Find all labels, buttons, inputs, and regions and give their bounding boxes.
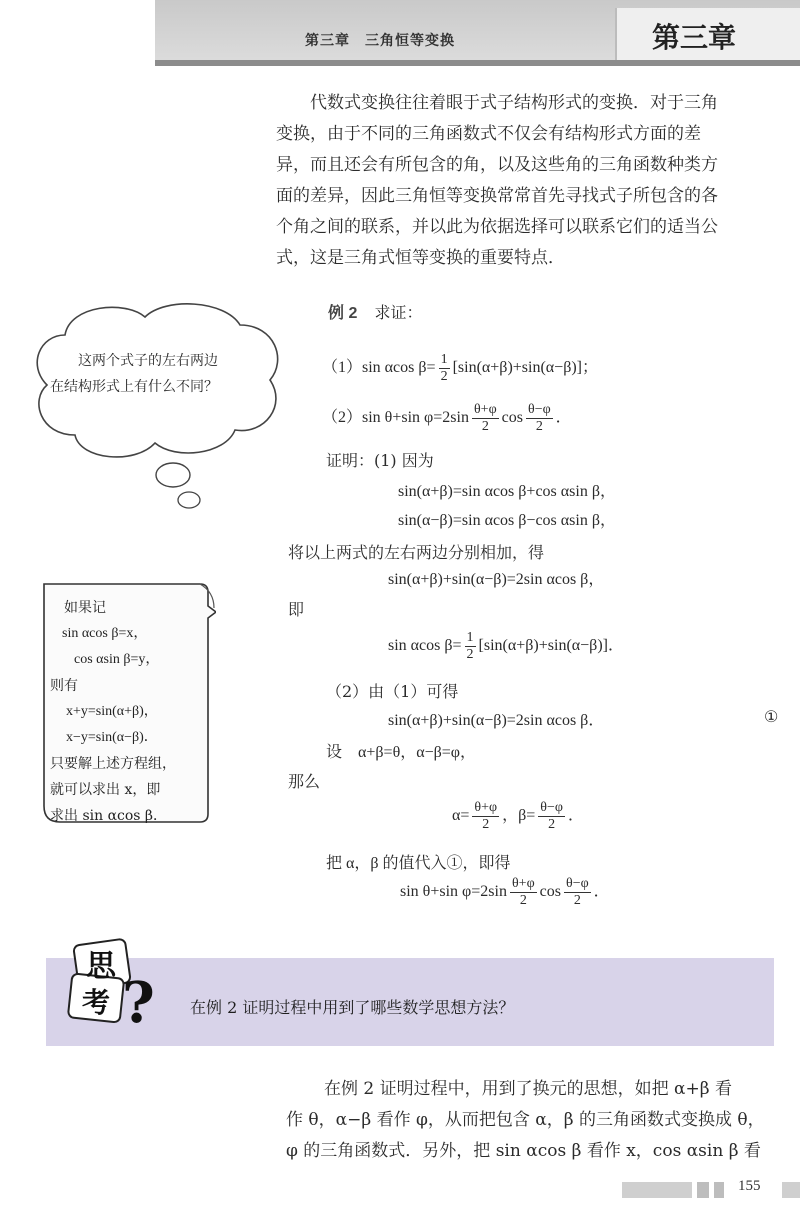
cos-word: cos xyxy=(539,883,561,901)
beta-eq: ，β= xyxy=(502,807,536,825)
fraction-denominator: 2 xyxy=(440,369,448,384)
answer-paragraph xyxy=(286,1074,776,1167)
half-fraction xyxy=(439,352,450,385)
proof-eq2: sin(α−β)=sin αcos β−cos αsin β， xyxy=(398,512,616,529)
fraction-denominator: 2 xyxy=(548,817,556,832)
thought-cloud-shape xyxy=(25,295,295,535)
proof-name-text: 那么 xyxy=(288,772,321,791)
intro-line: 代数式变换往往着眼于式子结构形式的变换．对于三角 xyxy=(310,93,718,113)
note-line: 只要解上述方程组， xyxy=(50,756,176,772)
fraction-denominator: 2 xyxy=(482,817,490,832)
fraction-denominator: 2 xyxy=(535,419,543,434)
answer-line: φ 的三角函数式．另外，把 sin αcos β 看作 x，cos αsin β 看 xyxy=(286,1141,761,1161)
intro-line: 变换，由于不同的三角函数式不仅会有结构形式方面的差 xyxy=(276,124,701,144)
proof-add-text: 将以上两式的左右两边分别相加，得 xyxy=(288,543,545,562)
proof-part2-intro: （2）由（1）可得 xyxy=(326,682,459,701)
proof-final-eq xyxy=(400,876,610,909)
intro-line: 异，而且还会有所包含的角，以及这些角的三角函数种类方 xyxy=(276,155,718,175)
eq4-rhs: [sin(α+β)+sin(α−β)]． xyxy=(478,637,624,655)
alpha-eq: α= xyxy=(452,807,470,825)
note-line: 则有 xyxy=(50,678,78,694)
equation-number-1: ① xyxy=(764,707,779,726)
chapter-subtitle: 第三章 三角恒等变换 xyxy=(305,32,455,48)
note-line: x−y=sin(α−β)． xyxy=(66,730,158,745)
fraction-denominator: 2 xyxy=(573,893,581,908)
answer-line: 作 θ，α−β 看作 φ，从而把包含 α，β 的三角函数式变换成 θ， xyxy=(286,1110,765,1130)
intro-line: 式，这是三角式恒等变换的重要特点． xyxy=(276,248,565,268)
header-rule xyxy=(155,60,800,66)
note-line: cos αsin β=y， xyxy=(74,652,160,667)
side-note-text xyxy=(50,595,210,829)
thought-cloud-text: 这两个式子的左右两边在结构形式上有什么不同？ xyxy=(50,353,218,395)
note-line: x+y=sin(α+β)， xyxy=(66,704,158,719)
chapter-tab-label: 第三章 xyxy=(652,22,737,53)
note-line: sin αcos β=x， xyxy=(62,626,148,641)
think-icon-char: 考 xyxy=(82,986,111,1019)
think-question: 在例 2 证明过程中用到了哪些数学思想方法？ xyxy=(190,998,515,1017)
fraction xyxy=(564,876,591,909)
fraction-numerator: 1 xyxy=(440,352,448,367)
proof-alpha-beta xyxy=(452,800,584,833)
footer-band xyxy=(622,1180,800,1200)
proof-set-text: 设 α+β=θ，α−β=φ， xyxy=(326,744,477,761)
fraction-denominator: 2 xyxy=(519,893,527,908)
proof-eq1: sin(α+β)=sin αcos β+cos αsin β， xyxy=(398,483,616,500)
fraction-numerator: 1 xyxy=(466,630,474,645)
period: ． xyxy=(593,883,610,901)
eq4-lhs: sin αcos β= xyxy=(388,637,462,655)
fraction xyxy=(472,800,499,833)
fraction-numerator: θ+φ xyxy=(474,800,498,815)
fraction-numerator: θ+φ xyxy=(511,876,535,891)
intro-paragraph xyxy=(276,88,776,274)
proof-intro: 证明：(1) 因为 xyxy=(326,451,434,470)
proof-substitute-text: 把 α，β 的值代入①，即得 xyxy=(326,855,511,872)
proof-eq4 xyxy=(388,630,624,663)
period: ． xyxy=(555,409,572,427)
question-mark-icon: ? xyxy=(122,970,155,1032)
example-label: 例 2 xyxy=(328,305,358,322)
example-prompt: 求证： xyxy=(374,303,423,322)
example-part2 xyxy=(322,402,572,435)
proof-ji: 即 xyxy=(288,600,305,619)
fraction-numerator: θ+φ xyxy=(473,402,497,417)
proof-eq3: sin(α+β)+sin(α−β)=2sin αcos β， xyxy=(388,571,605,588)
think-icon xyxy=(60,932,172,1032)
example-part1 xyxy=(322,352,598,385)
fraction-numerator: θ−φ xyxy=(540,800,563,815)
fraction xyxy=(526,402,553,435)
fraction-numerator: θ−φ xyxy=(527,402,551,417)
proof-eq5: sin(α+β)+sin(α−β)=2sin αcos β． xyxy=(388,712,605,729)
final-lhs: sin θ+sin φ=2sin xyxy=(400,883,507,901)
footer-block xyxy=(622,1182,692,1198)
half-fraction xyxy=(465,630,476,663)
part2-lhs: （2）sin θ+sin φ=2sin xyxy=(322,409,469,427)
cloud-bubble xyxy=(156,463,190,487)
page-header xyxy=(0,0,800,70)
footer-block xyxy=(782,1182,800,1198)
fraction-denominator: 2 xyxy=(481,419,489,434)
note-line: 如果记 xyxy=(64,600,106,616)
fraction-numerator: θ−φ xyxy=(565,876,589,891)
part1-rhs: [sin(α+β)+sin(α−β)]； xyxy=(452,359,598,377)
intro-line: 面的差异，因此三角恒等变换常常首先寻找式子所包含的各 xyxy=(276,186,718,206)
footer-block xyxy=(714,1182,724,1198)
part1-lhs: （1）sin αcos β= xyxy=(322,359,436,377)
footer-block xyxy=(697,1182,709,1198)
cos-word: cos xyxy=(501,409,523,427)
think-icon-char: 思 xyxy=(86,949,116,984)
fraction xyxy=(472,402,499,435)
fraction xyxy=(510,876,537,909)
note-line: 求出 sin αcos β． xyxy=(50,808,168,824)
period: ． xyxy=(567,807,584,825)
fraction xyxy=(538,800,565,833)
answer-line: 在例 2 证明过程中，用到了换元的思想，如把 α+β 看 xyxy=(324,1079,732,1099)
example-heading xyxy=(328,300,422,323)
cloud-bubble xyxy=(178,492,200,508)
note-line: 就可以求出 x，即 xyxy=(50,782,161,798)
page-number: 155 xyxy=(738,1178,761,1194)
intro-line: 个角之间的联系，并以此为依据选择可以联系它们的适当公 xyxy=(276,217,718,237)
fraction-denominator: 2 xyxy=(466,647,474,662)
